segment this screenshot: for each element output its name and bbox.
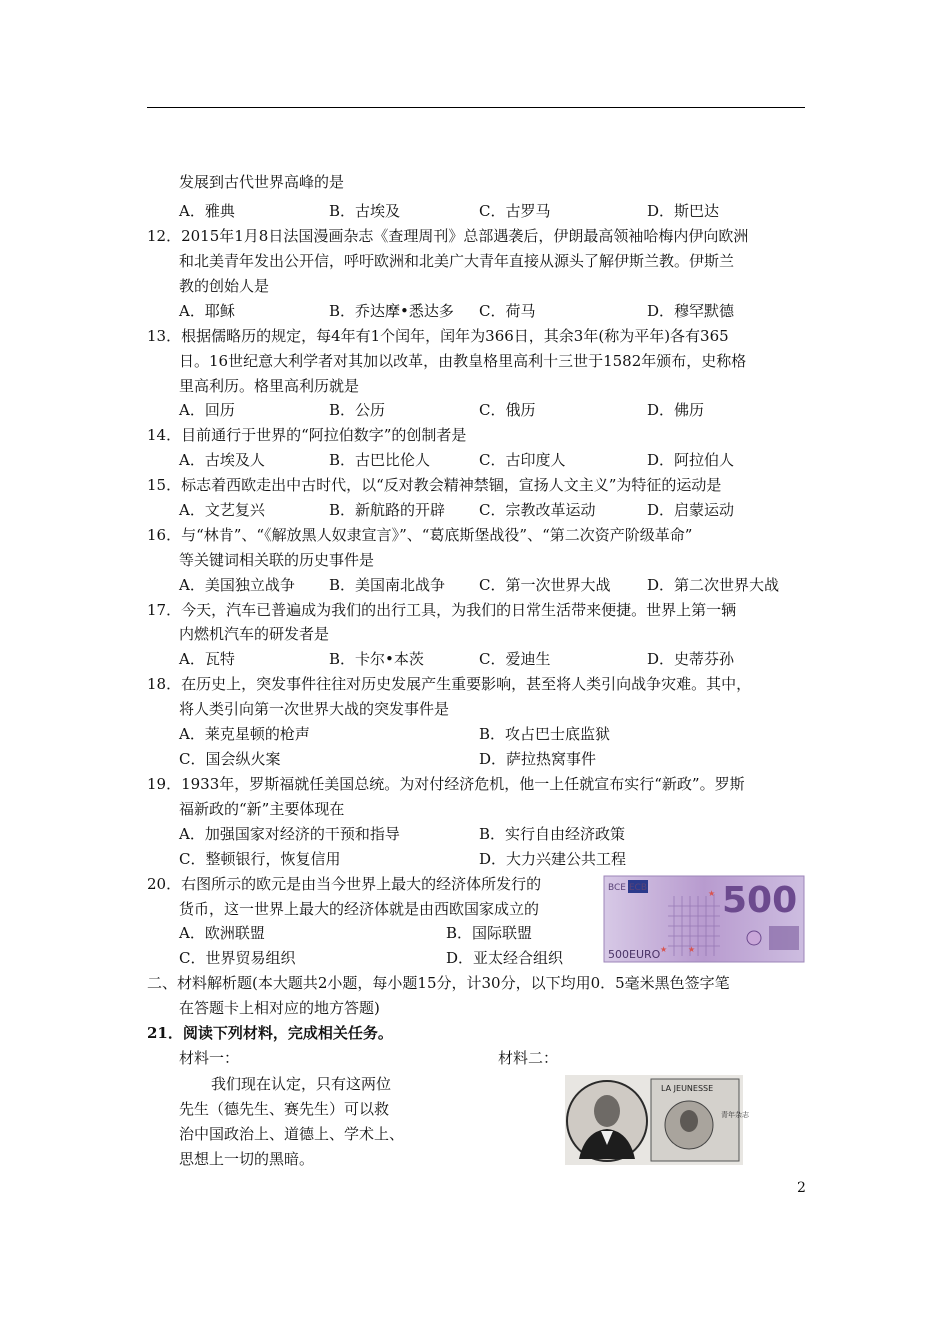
- q18-line-2: 将人类引向第一次世界大战的突发事件是: [179, 700, 450, 718]
- svg-text:★: ★: [660, 945, 668, 954]
- q12-line-2: 和北美青年发出公开信，呼吁欧洲和北美广大青年直接从源头了解伊斯兰教。伊斯兰: [179, 252, 735, 270]
- q15-option-d: D．启蒙运动: [647, 501, 735, 519]
- svg-text:★: ★: [708, 889, 716, 898]
- q13-option-a: A．回历: [179, 401, 235, 419]
- q19-option-c: C．整顿银行，恢复信用: [179, 850, 341, 868]
- q14-option-c: C．古印度人: [479, 451, 566, 469]
- material1-label: 材料一：: [179, 1049, 240, 1067]
- q15-option-c: C．宗教改革运动: [479, 501, 596, 519]
- q15-option-b: B．新航路的开辟: [329, 501, 446, 519]
- q13-option-d: D．佛历: [647, 401, 705, 419]
- q13-line-3: 里高利历。格里高利历就是: [179, 377, 360, 395]
- q17-option-c: C．爱迪生: [479, 650, 551, 668]
- q16-option-d: D．第二次世界大战: [647, 576, 780, 594]
- q11-option-c: C．古罗马: [479, 202, 551, 220]
- q19-line-1: 19．1933年，罗斯福就任美国总统。为对付经济危机，他一上任就宣布实行“新政”。罗斯: [147, 775, 745, 793]
- q16-option-a: A．美国独立战争: [179, 576, 295, 594]
- q14-line-1: 14．目前通行于世界的“阿拉伯数字”的创制者是: [147, 426, 467, 444]
- q20-line-1: 20．右图所示的欧元是由当今世界上最大的经济体所发行的: [147, 875, 542, 893]
- q20-option-b: B．国际联盟: [446, 924, 533, 942]
- header-rule: [147, 107, 805, 108]
- material1-line-2: 先生（德先生、赛先生）可以救: [179, 1100, 390, 1118]
- q21-title: 21．阅读下列材料，完成相关任务。: [147, 1024, 393, 1042]
- material1-line-4: 思想上一切的黑暗。: [179, 1150, 315, 1168]
- svg-text:★: ★: [688, 945, 696, 954]
- q19-option-b: B．实行自由经济政策: [479, 825, 626, 843]
- magazine-title: LA JEUNESSE: [661, 1084, 714, 1093]
- euro-label: 500EURO: [608, 948, 661, 961]
- q14-option-d: D．阿拉伯人: [647, 451, 735, 469]
- q14-option-a: A．古埃及人: [179, 451, 265, 469]
- euro-denomination: 500: [722, 880, 798, 921]
- q13-line-2: 日。16世纪意大利学者对其加以改革，由教皇格里高利十三世于1582年颁布，史称格: [179, 352, 747, 370]
- q17-option-b: B．卡尔•本茨: [329, 650, 424, 668]
- section2-line-1: 二、材料解析题(本大题共2小题，每小题15分，计30分，以下均用0．5毫米黑色签字笔: [147, 974, 730, 992]
- q11-option-b: B．古埃及: [329, 202, 401, 220]
- q20-line-2: 货币，这一世界上最大的经济体就是由西欧国家成立的: [179, 900, 540, 918]
- q16-line-2: 等关键词相关联的历史事件是: [179, 551, 375, 569]
- q11-option-d: D．斯巴达: [647, 202, 720, 220]
- material1-line-3: 治中国政治上、道德上、学术上、: [179, 1125, 405, 1143]
- q12-option-b: B．乔达摩•悉达多: [329, 302, 454, 320]
- q12-option-d: D．穆罕默德: [647, 302, 735, 320]
- q13-option-b: B．公历: [329, 401, 386, 419]
- q18-option-a: A．莱克星顿的枪声: [179, 725, 310, 743]
- euro-banknote-image: [604, 876, 804, 962]
- q12-option-c: C．荷马: [479, 302, 536, 320]
- q18-line-1: 18．在历史上，突发事件往往对历史发展产生重要影响，甚至将人类引向战争灾难。其中，: [147, 675, 752, 693]
- q15-option-a: A．文艺复兴: [179, 501, 265, 519]
- svg-text:BCE ECB: BCE ECB: [608, 883, 647, 893]
- material1-line-1: 我们现在认定，只有这两位: [211, 1075, 392, 1093]
- material2-image: [565, 1075, 749, 1165]
- q17-option-d: D．史蒂芬孙: [647, 650, 735, 668]
- q12-line-1: 12．2015年1月8日法国漫画杂志《查理周刊》总部遇袭后，伊朗最高领袖哈梅内伊向欧洲: [147, 227, 749, 245]
- q17-line-2: 内燃机汽车的研发者是: [179, 625, 330, 643]
- q16-option-b: B．美国南北战争: [329, 576, 446, 594]
- q19-option-a: A．加强国家对经济的干预和指导: [179, 825, 400, 843]
- q13-line-1: 13．根据儒略历的规定，每4年有1个闰年，闰年为366日，其余3年(称为平年)各有365: [147, 327, 729, 345]
- q20-option-c: C．世界贸易组织: [179, 949, 296, 967]
- magazine-chinese-title: 青年杂志: [721, 1111, 749, 1119]
- material2-label: 材料二：: [498, 1049, 559, 1067]
- q19-line-2: 福新政的“新”主要体现在: [179, 800, 345, 818]
- section2-line-2: 在答题卡上相对应的地方答题): [179, 999, 380, 1017]
- q12-option-a: A．耶稣: [179, 302, 235, 320]
- q18-option-c: C．国会纵火案: [179, 750, 281, 768]
- q18-option-d: D．萨拉热窝事件: [479, 750, 597, 768]
- q20-option-d: D．亚太经合组织: [446, 949, 564, 967]
- q20-option-a: A．欧洲联盟: [179, 924, 265, 942]
- q11-option-a: A．雅典: [179, 202, 235, 220]
- q15-line-1: 15．标志着西欧走出中古时代，以“反对教会精神禁锢，宣扬人文主义”为特征的运动是: [147, 476, 722, 494]
- q12-line-3: 教的创始人是: [179, 277, 270, 295]
- q16-line-1: 16．与“林肯”、“《解放黑人奴隶宣言》”、“葛底斯堡战役”、“第二次资产阶级革命”: [147, 526, 693, 544]
- q17-option-a: A．瓦特: [179, 650, 235, 668]
- q19-option-d: D．大力兴建公共工程: [479, 850, 627, 868]
- page-number: 2: [797, 1180, 806, 1196]
- q11-stem: 发展到古代世界高峰的是: [179, 173, 345, 191]
- q14-option-b: B．古巴比伦人: [329, 451, 431, 469]
- q13-option-c: C．俄历: [479, 401, 536, 419]
- q17-line-1: 17．今天，汽车已普遍成为我们的出行工具，为我们的日常生活带来便捷。世界上第一辆: [147, 601, 737, 619]
- q16-option-c: C．第一次世界大战: [479, 576, 611, 594]
- q18-option-b: B．攻占巴士底监狱: [479, 725, 611, 743]
